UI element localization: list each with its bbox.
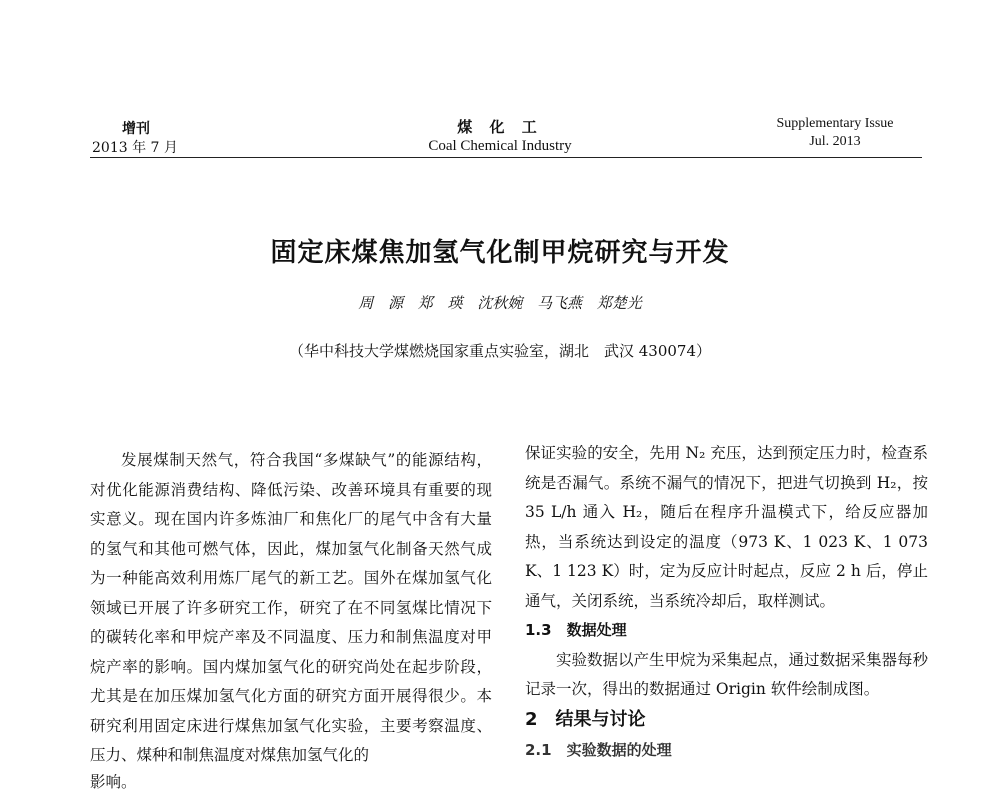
data-processing-paragraph: 实验数据以产生甲烷为采集起点，通过数据采集器每秒记录一次，得出的数据通过 Origin 软件绘制成图。 bbox=[525, 650, 929, 698]
header-issue-cn: 增刊 bbox=[122, 121, 150, 137]
intro-paragraph: 发展煤制天然气，符合我国“多煤缺气”的能源结构，对优化能源消费结构、降低污染、改善环境具有重要的现实意义。现在国内许多炼油厂和焦化厂的尾气中含有大量的氢气和其他可燃气体，因此，煤加氢气化制备天然气成为一种能高效利用炼厂尾气的新工艺。国外在煤加氢气化领域已开展了许多研究工作，研究了在不同氢煤比情况下的碳转化率和甲烷产率及不同温度、压力和制焦温度对甲烷产率的影响。国内煤加氢气化的研究尚处在起步阶段，尤其是在加压煤加氢气化方面的研究方面开展得很少。本研究利用固定床进行煤焦加氢气化实验，主要考察温度、压力、煤种和制焦温度对煤焦加氢气化的 bbox=[90, 451, 492, 764]
left-column bbox=[90, 446, 492, 793]
journal-name-en: Coal Chemical Industry bbox=[428, 138, 572, 154]
journal-name-cn: 煤 化 工 bbox=[457, 118, 543, 136]
procedure-paragraph: 保证实验的安全，先用 N₂ 充压，达到预定压力时，检查系统是否漏气。系统不漏气的情况下，把进气切换到 H₂，按 35 L/h 通入 H₂，随后在程序升温模式下，给反应器加热，当系统达到设定的温度（973 K、1 023 K、1 073 K、1 123 K）时，定为反应计时起点，反应 2 h 后，停止通气，关闭系统，当系统冷却后，取样测试。 bbox=[525, 444, 928, 610]
author-list: 周 源 郑 瑛 沈秋婉 马飞燕 郑楚光 bbox=[358, 294, 642, 312]
header-date-cn: 2013 年 7 月 bbox=[92, 140, 178, 156]
header-date-en: Jul. 2013 bbox=[809, 134, 861, 149]
paper-title: 固定床煤焦加氢气化制甲烷研究与开发 bbox=[270, 238, 730, 268]
section-heading-results: 2 结果与讨论 bbox=[525, 708, 646, 730]
right-column bbox=[525, 439, 928, 765]
subsection-heading-data-processing: 1.3 数据处理 bbox=[525, 621, 627, 639]
header-rule bbox=[90, 157, 922, 158]
header-issue-en: Supplementary Issue bbox=[776, 116, 894, 131]
affiliation: （华中科技大学煤燃烧国家重点实验室，湖北 武汉 430074） bbox=[288, 342, 712, 360]
intro-paragraph-continued: 影响。 bbox=[90, 772, 137, 791]
subsection-heading-partial: 2.1 实验数据的处理 bbox=[525, 740, 672, 759]
